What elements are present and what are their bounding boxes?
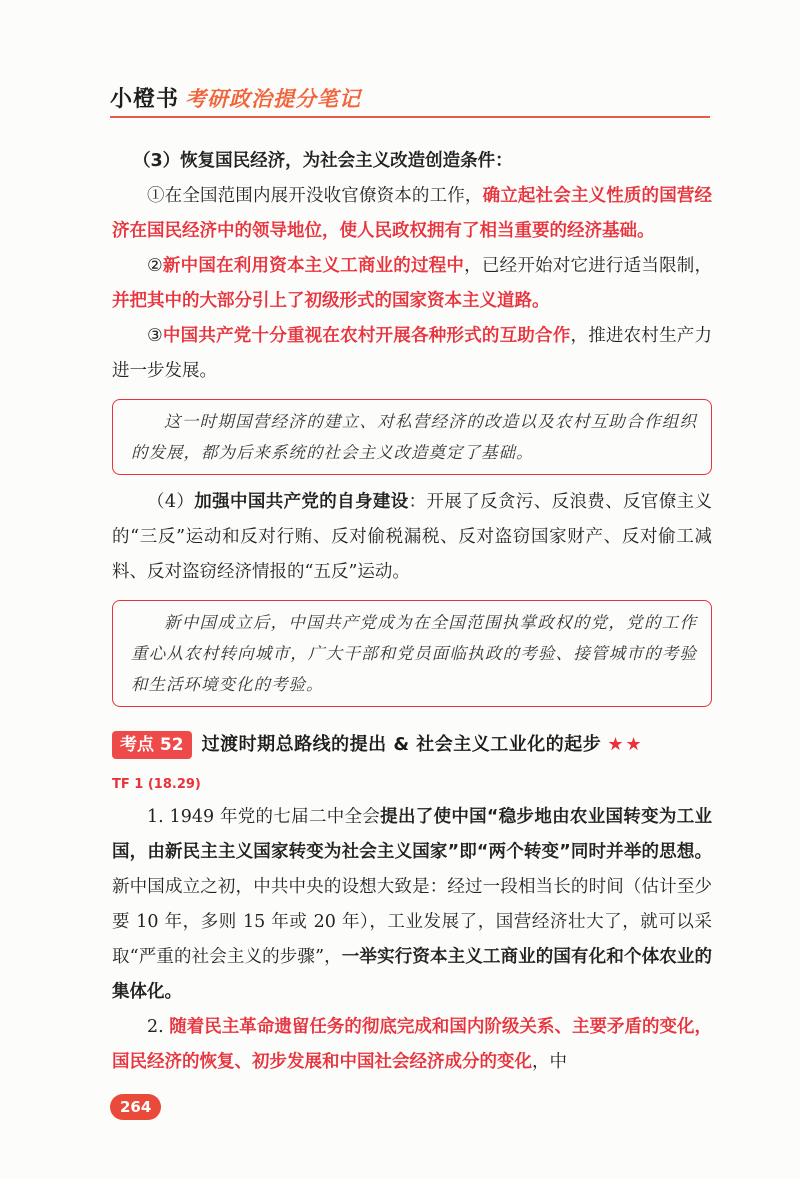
page-number: 264 bbox=[110, 1094, 161, 1120]
tf-label: TF 1 (18.29) bbox=[112, 777, 201, 792]
section-3-point-2 bbox=[112, 249, 712, 319]
note-box-1 bbox=[112, 399, 712, 475]
text-highlight: 中国共产党十分重视在农村开展各种形式的互助合作 bbox=[162, 326, 571, 346]
text-plain: ，推进农村生产力进一步发展。 bbox=[112, 326, 713, 381]
note-box-2 bbox=[112, 600, 712, 707]
section-3-point-1 bbox=[112, 179, 712, 249]
text-highlight: 确立起社会主义性质的国营经济在国民经济中的领导地位，使人民政权拥有了相当重要的经济基础。 bbox=[112, 186, 713, 241]
section-3-point-3 bbox=[112, 319, 712, 389]
text-plain: 新中国成立之初，中共中央的设想大致是：经过一段相当长的时间（估计至少要 10 年，多则 15 年或 20 年），工业发展了，国营经济壮大了，就可以采取“严重的社会主义的步骤”， bbox=[112, 877, 712, 967]
text-plain: ，中 bbox=[532, 1052, 567, 1072]
note-text: 这一时期国营经济的建立、对私营经济的改造以及农村互助合作组织的发展，都为后来系统的社会主义改造奠定了基础。 bbox=[131, 412, 697, 462]
book-subtitle: 考研政治提分笔记 bbox=[185, 86, 362, 111]
text-highlight: 并把其中的大部分引上了初级形式的国家资本主义道路。 bbox=[112, 291, 550, 311]
text-plain: ，已经开始对它进行适当限制， bbox=[464, 256, 713, 276]
text-plain: 1. 1949 年党的七届二中全会 bbox=[147, 807, 381, 827]
text-bold: 提出了使中国“稳步地由农业国转变为工业国，由新民主主义国家转变为社会主义国家”即“两个转变”同时并举的思想。 bbox=[112, 807, 712, 862]
text-plain: 2. bbox=[147, 1017, 170, 1037]
text-bold: 加强中国共产党的自身建设 bbox=[194, 492, 409, 512]
text-plain: ①在全国范围内展开没收官僚资本的工作， bbox=[147, 186, 483, 206]
text-plain: （4） bbox=[147, 492, 195, 512]
section-4 bbox=[112, 485, 712, 590]
star-icon: ★★ bbox=[607, 734, 644, 755]
section-3-heading: （3）恢复国民经济，为社会主义改造创造条件： bbox=[133, 151, 513, 171]
text-plain: ③ bbox=[147, 326, 163, 346]
kaodian-badge: 考点 52 bbox=[112, 731, 192, 759]
text-plain: ② bbox=[147, 256, 163, 276]
page-header bbox=[110, 82, 361, 113]
text-highlight: 新中国在利用资本主义工商业的过程中 bbox=[162, 256, 465, 276]
text-plain: ：开展了反贪污、反浪费、反官僚主义的“三反”运动和反对行贿、反对偷税漏税、反对盗窃国家财产、反对偷工减料、反对盗窃经济情报的“五反”运动。 bbox=[112, 492, 713, 582]
book-brand: 小橙书 bbox=[110, 87, 180, 112]
page-content bbox=[112, 144, 712, 1080]
text-highlight: 随着民主革命遗留任务的彻底完成和国内阶级关系、主要矛盾的变化，国民经济的恢复、初步发展和中国社会经济成分的变化 bbox=[112, 1017, 713, 1072]
note-text: 新中国成立后，中国共产党成为在全国范围执掌政权的党，党的工作重心从农村转向城市，广大干部和党员面临执政的考验、接管城市的考验和生活环境变化的考验。 bbox=[131, 613, 697, 694]
kaodian-title: 过渡时期总路线的提出 & 社会主义工业化的起步 bbox=[201, 734, 602, 755]
item-2 bbox=[112, 1010, 712, 1080]
text-bold: 一举实行资本主义工商业的国有化和个体农业的集体化。 bbox=[112, 947, 712, 1002]
header-divider bbox=[110, 116, 710, 118]
item-1 bbox=[112, 800, 712, 1010]
kaodian-heading bbox=[112, 727, 712, 762]
